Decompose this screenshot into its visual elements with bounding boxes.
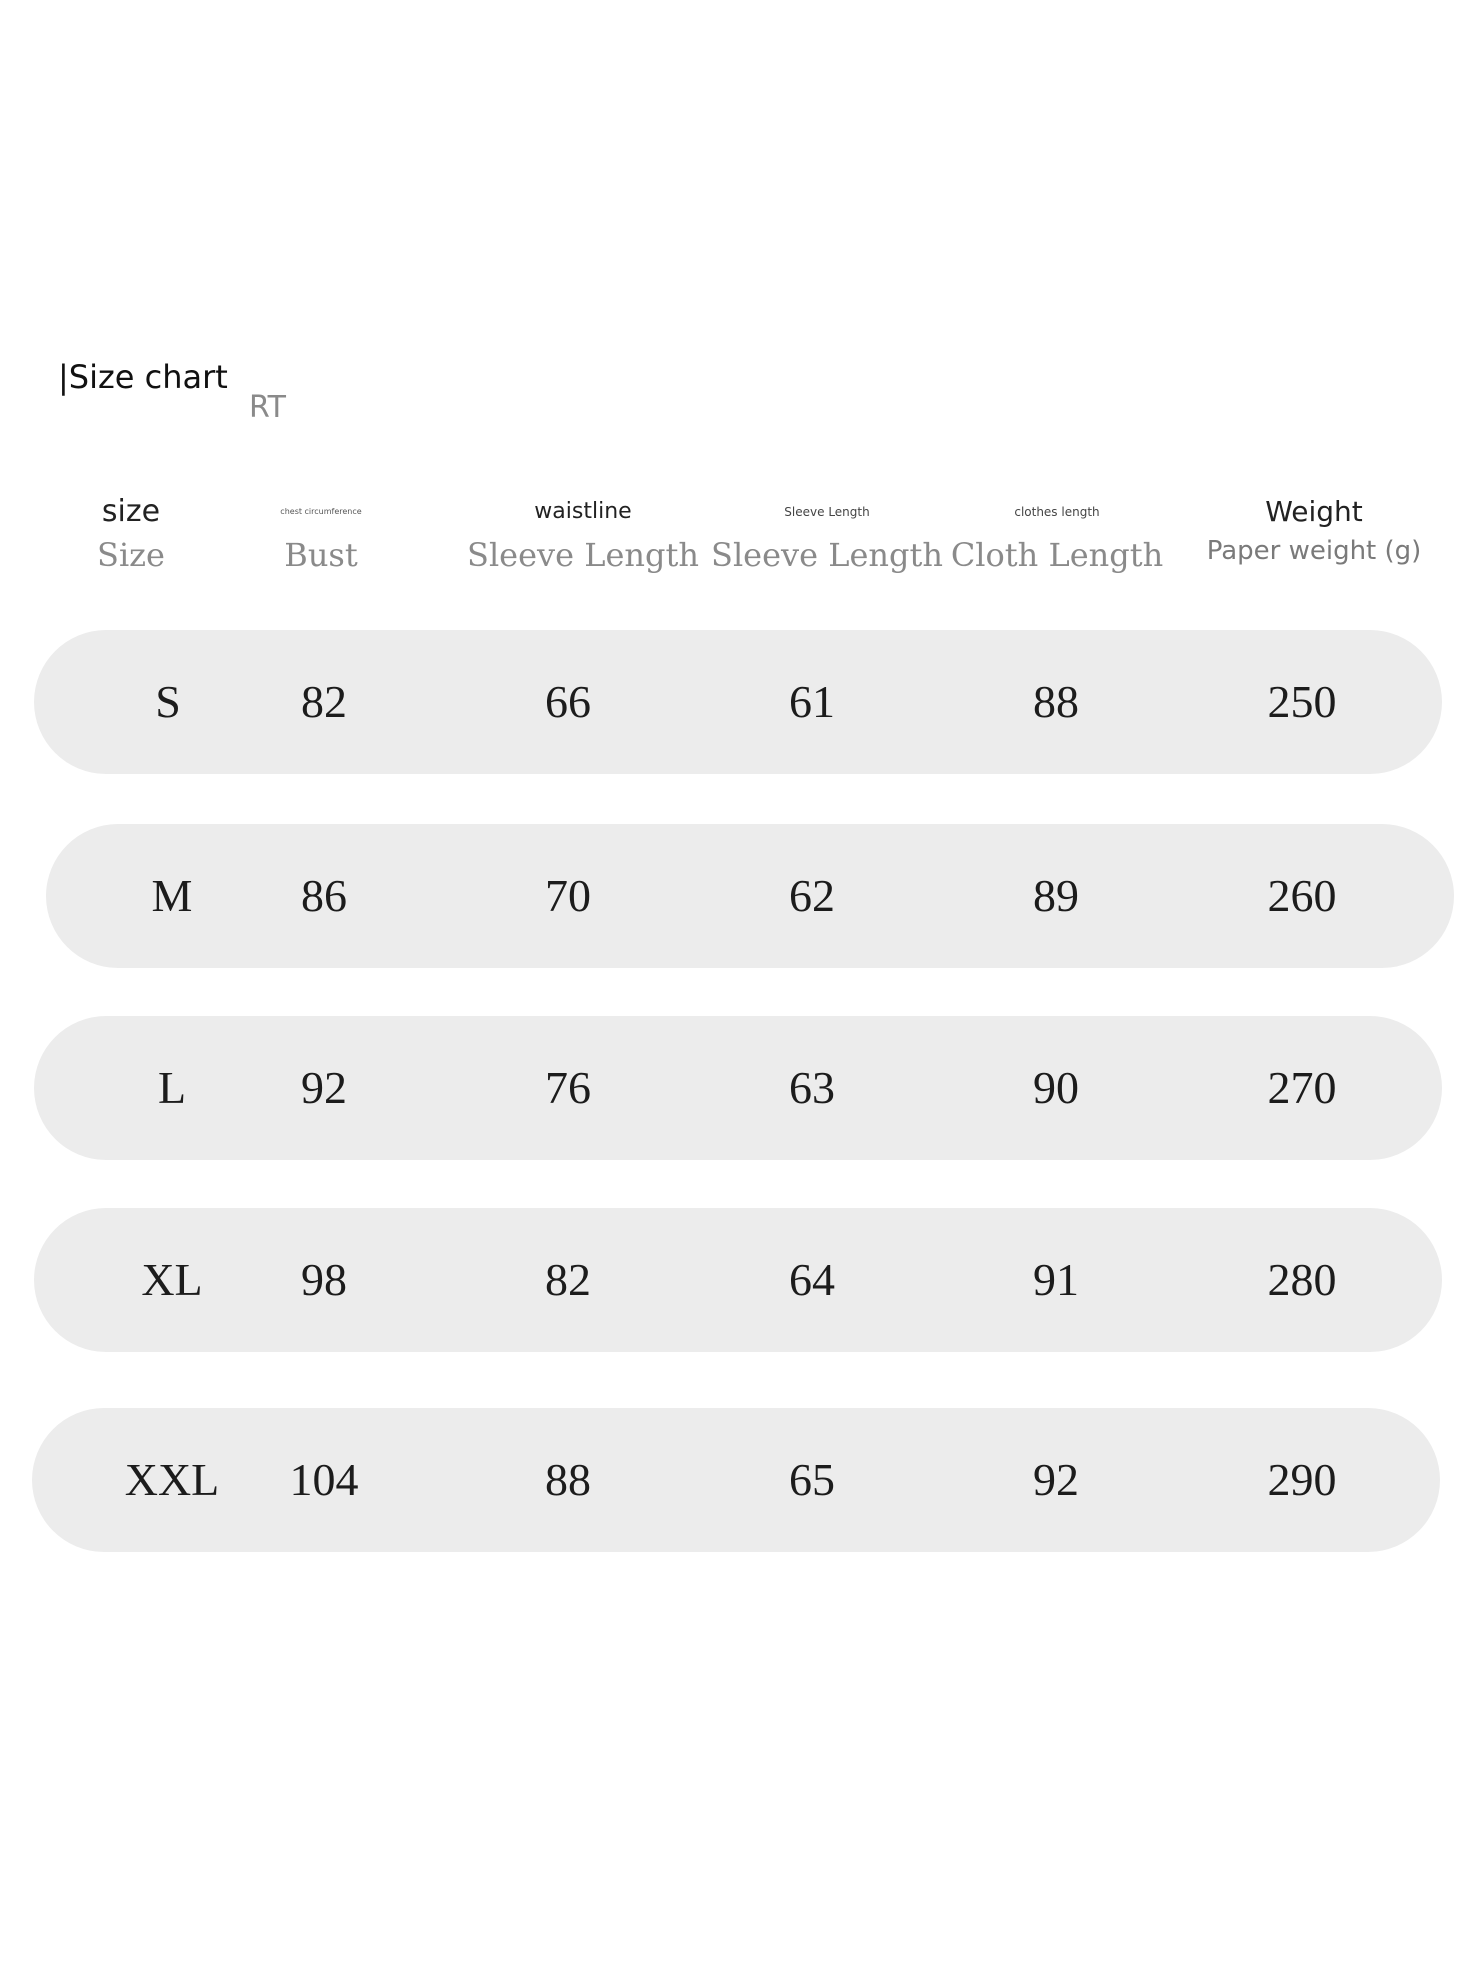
cell-waistline: 76 bbox=[545, 1062, 591, 1113]
header-sleeve bbox=[702, 490, 952, 574]
header-weight-bottom: Paper weight (g) bbox=[1206, 536, 1422, 566]
table-row bbox=[46, 824, 1454, 968]
cell-length: 90 bbox=[1033, 1062, 1079, 1113]
cell-weight: 270 bbox=[1267, 1062, 1337, 1113]
cell-bust: 104 bbox=[289, 1454, 359, 1505]
header-size-bottom: Size bbox=[97, 536, 165, 574]
cell-waistline: 82 bbox=[545, 1254, 591, 1305]
header-sleeve-bottom: Sleeve Length bbox=[711, 536, 943, 574]
cell-sleeve: 63 bbox=[789, 1062, 835, 1113]
header-length-bottom: Cloth Length bbox=[950, 536, 1164, 574]
cell-bust: 82 bbox=[301, 676, 347, 727]
cell-waistline: 70 bbox=[545, 870, 591, 921]
cell-sleeve: 64 bbox=[789, 1254, 835, 1305]
cell-size: XL bbox=[141, 1254, 203, 1305]
page-title: |Size chart bbox=[58, 358, 228, 396]
header-bust-top: chest circumference bbox=[280, 507, 362, 516]
header-waistline-bottom: Sleeve Length bbox=[467, 536, 699, 574]
table-row bbox=[34, 630, 1442, 774]
cell-length: 92 bbox=[1033, 1454, 1079, 1505]
cell-length: 91 bbox=[1033, 1254, 1079, 1305]
cell-weight: 260 bbox=[1267, 870, 1337, 921]
table-row bbox=[34, 1016, 1442, 1160]
header-sleeve-top: Sleeve Length bbox=[784, 505, 870, 519]
cell-sleeve: 65 bbox=[789, 1454, 835, 1505]
cell-length: 89 bbox=[1033, 870, 1079, 921]
cell-sleeve: 62 bbox=[789, 870, 835, 921]
cell-weight: 280 bbox=[1267, 1254, 1337, 1305]
cell-size: M bbox=[151, 870, 193, 921]
header-bust-bottom: Bust bbox=[284, 536, 358, 574]
header-weight bbox=[1182, 490, 1446, 566]
cell-waistline: 66 bbox=[545, 676, 591, 727]
header-length-top: clothes length bbox=[1014, 505, 1100, 519]
header-weight-top: Weight bbox=[1265, 495, 1363, 528]
cell-weight: 290 bbox=[1267, 1454, 1337, 1505]
cell-size: S bbox=[155, 676, 181, 727]
cell-size: L bbox=[157, 1062, 187, 1113]
table-row bbox=[32, 1408, 1440, 1552]
header-waistline bbox=[458, 490, 708, 574]
header-length bbox=[932, 490, 1182, 574]
table-row bbox=[34, 1208, 1442, 1352]
page-title-suffix: RT bbox=[249, 390, 286, 425]
cell-bust: 86 bbox=[301, 870, 347, 921]
cell-bust: 92 bbox=[301, 1062, 347, 1113]
header-bust bbox=[196, 490, 446, 574]
cell-sleeve: 61 bbox=[789, 676, 835, 727]
cell-weight: 250 bbox=[1267, 676, 1337, 727]
cell-bust: 98 bbox=[301, 1254, 347, 1305]
cell-size: XXL bbox=[124, 1454, 220, 1505]
header-size-top: size bbox=[101, 494, 161, 529]
cell-waistline: 88 bbox=[545, 1454, 591, 1505]
cell-length: 88 bbox=[1033, 676, 1079, 727]
header-waistline-top: waistline bbox=[534, 499, 632, 524]
